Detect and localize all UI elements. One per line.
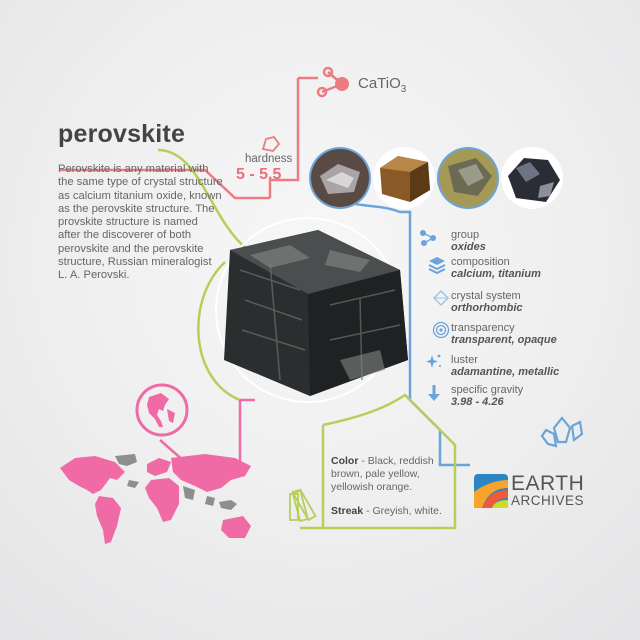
layers-icon	[428, 256, 446, 279]
thumbnail-2	[373, 147, 435, 209]
specimen-thumbnails	[308, 146, 568, 210]
thumbnail-1	[308, 146, 372, 210]
hardness-value: 5 - 5.5	[236, 166, 282, 183]
chemical-formula: CaTiO$_3$	[358, 75, 407, 95]
earth-archives-logo-icon	[474, 474, 508, 508]
color-swatch-icon	[286, 484, 326, 522]
main-specimen-image	[190, 210, 430, 410]
down-arrow-icon	[427, 384, 441, 407]
hardness-icon	[260, 135, 282, 153]
crystal-cluster-icon	[540, 412, 584, 452]
page-title: perovskite	[58, 120, 186, 148]
rings-icon	[432, 321, 450, 344]
property-crystal-system: crystal system orthorhombic	[451, 290, 523, 314]
thumbnail-3	[436, 146, 500, 210]
crystal-icon	[433, 290, 449, 311]
molecule-icon	[419, 229, 437, 252]
property-specific-gravity: specific gravity 3.98 - 4.26	[451, 384, 524, 408]
property-transparency: transparency transparent, opaque	[451, 322, 557, 346]
streak-description: Streak - Greyish, white.	[331, 505, 442, 517]
property-composition: composition calcium, titanium	[451, 256, 541, 280]
property-group: group oxides	[451, 229, 486, 253]
brand-line-1: EARTH	[511, 472, 585, 495]
thumbnail-4	[501, 147, 563, 209]
property-luster: luster adamantine, metallic	[451, 354, 560, 378]
globe-icon	[133, 381, 191, 439]
hardness-label: hardness	[245, 153, 293, 165]
description-text: Perovskite is any material with the same type of crystal structure as calcium titanium oxide, known as the perovskite structure. The provskite structure is named after the discoverer of both perovskite and the perovskite structure, Russian mineralogist L. A. Perovski.	[58, 163, 223, 282]
world-map	[55, 450, 265, 560]
brand-line-2: ARCHIVES	[511, 493, 585, 508]
sparkle-icon	[425, 353, 443, 376]
color-description: Color - Black, reddish brown, pale yellow, yellowish orange.	[331, 455, 434, 493]
molecule-formula-icon	[314, 64, 354, 104]
